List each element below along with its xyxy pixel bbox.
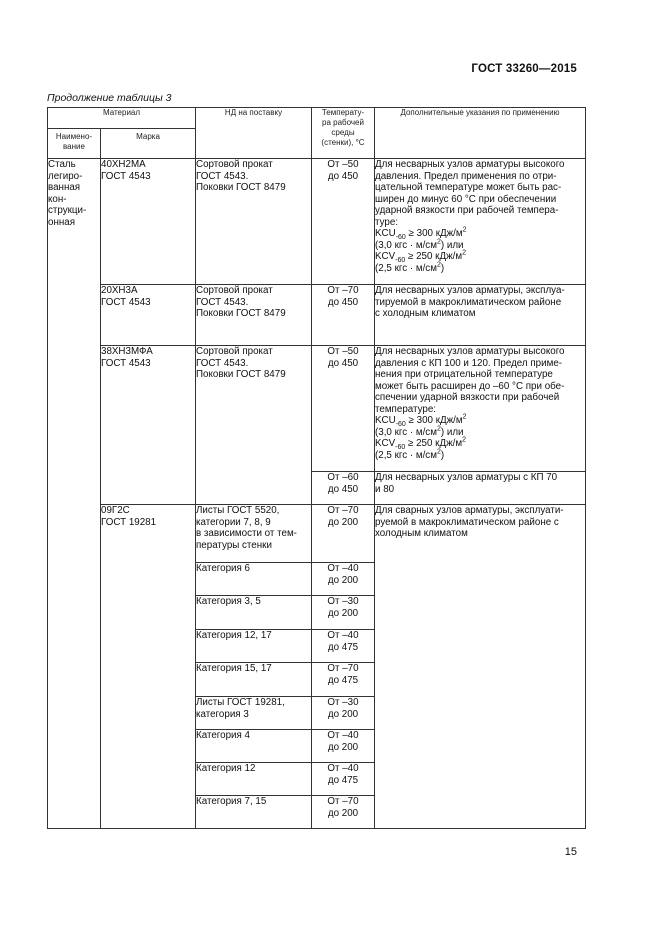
nd-cell: Категория 15, 17 <box>196 663 312 697</box>
temperature-cell: От –40 до 200 <box>312 730 375 763</box>
standard-number: ГОСТ 33260—2015 <box>471 63 577 75</box>
temperature-cell: От –70 до 200 <box>312 505 375 563</box>
header-grade: Марка <box>101 129 196 159</box>
kcv-alt-formula: (2,5 кгс · $м/см^2$) <box>375 448 445 461</box>
nd-cell: Сортовой прокат ГОСТ 4543. Поковки ГОСТ 8479 <box>196 159 312 285</box>
nd-cell: Листы ГОСТ 19281, категория 3 <box>196 697 312 730</box>
temperature-cell: От –60 до 450 <box>312 472 375 505</box>
grade-cell: 20ХН3А ГОСТ 4543 <box>101 285 196 346</box>
notes-cell: Для сварных узлов арматуры, эксплуати- руемой в макроклиматическом районе с холодным климатом <box>375 505 586 829</box>
grade-cell: 38ХН3МФА ГОСТ 4543 <box>101 346 196 505</box>
page-number: 15 <box>564 846 577 858</box>
table-caption: Продолжение таблицы 3 <box>47 92 172 104</box>
nd-cell: Сортовой прокат ГОСТ 4543. Поковки ГОСТ 8479 <box>196 346 312 505</box>
nd-cell: Категория 3, 5 <box>196 596 312 630</box>
table-row <box>48 285 586 346</box>
kcv-formula: $KCV_{-60} \ge 250$ кДж/$м^2$ <box>375 249 467 264</box>
temperature-cell: От –70 до 475 <box>312 663 375 697</box>
temperature-cell: От –70 до 200 <box>312 796 375 829</box>
header-temperature: Температу- ра рабочей среды (стенки), °C <box>312 108 375 159</box>
table-row <box>48 346 586 472</box>
nd-cell: Категория 12, 17 <box>196 630 312 663</box>
nd-cell: Категория 6 <box>196 563 312 596</box>
nd-cell: Категория 7, 15 <box>196 796 312 829</box>
kcu-alt-formula: (3,0 кгс · $м/см^2$) или <box>375 238 464 251</box>
materials-table <box>47 107 586 829</box>
kcv-formula: $KCV_{-60} \ge 250$ кДж/$м^2$ <box>375 436 467 451</box>
notes-cell: Для несварных узлов арматуры высокого давления. Предел применения по отри- цательной температуре может быть рас- ширен до минус 60 °С при обеспечении ударной вязкости при рабочей темпера- туре: $KCU_{-60} \ge 300$ кДж/$м^2$ (3,0 кгс · $м/см^2$) или $KCV_{-60} \ge 250$ кДж/$м^2$ (2,5 кгс · $м/см^2$) <box>375 159 586 285</box>
nd-cell: Категория 12 <box>196 763 312 796</box>
nd-cell: Листы ГОСТ 5520, категории 7, 8, 9 в зависимости от тем- пературы стенки <box>196 505 312 563</box>
header-material: Материал <box>48 108 196 129</box>
material-name-cell: Сталь легиро- ванная кон- струкци- онная <box>48 159 101 829</box>
notes-cell: Для несварных узлов арматуры с КП 70 и 80 <box>375 472 586 505</box>
temperature-cell: От –40 до 200 <box>312 563 375 596</box>
nd-cell: Категория 4 <box>196 730 312 763</box>
kcv-alt-formula: (2,5 кгс · $м/см^2$) <box>375 261 445 274</box>
kcu-formula: $KCU_{-60} \ge 300$ кДж/$м^2$ <box>375 226 467 241</box>
kcu-alt-formula: (3,0 кгс · $м/см^2$) или <box>375 425 464 438</box>
notes-cell: Для несварных узлов арматуры, эксплуа- тируемой в макроклиматическом районе с холодным климатом <box>375 285 586 346</box>
kcu-formula: $KCU_{-60} \ge 300$ кДж/$м^2$ <box>375 413 467 428</box>
nd-cell: Сортовой прокат ГОСТ 4543. Поковки ГОСТ 8479 <box>196 285 312 346</box>
temperature-cell: От –40 до 475 <box>312 763 375 796</box>
grade-cell: 09Г2С ГОСТ 19281 <box>101 505 196 829</box>
header-name: Наимено- вание <box>48 129 101 159</box>
table-row <box>48 505 586 563</box>
table-row <box>48 159 586 285</box>
temperature-cell: От –30 до 200 <box>312 697 375 730</box>
temperature-cell: От –70 до 450 <box>312 285 375 346</box>
temperature-cell: От –40 до 475 <box>312 630 375 663</box>
grade-cell: 40ХН2МА ГОСТ 4543 <box>101 159 196 285</box>
notes-cell: Для несварных узлов арматуры высокого давления с КП 100 и 120. Предел приме- нения при отрицательной температуре может быть расширен до –60 °С при обе- спечении ударной вязкости при рабочей температуре: $KCU_{-60} \ge 300$ кДж/$м^2$ (3,0 кгс · $м/см^2$) или $KCV_{-60} \ge 250$ кДж/$м^2$ (2,5 кгс · $м/см^2$) <box>375 346 586 472</box>
temperature-cell: От –30 до 200 <box>312 596 375 630</box>
header-notes: Дополнительные указания по применению <box>375 108 586 159</box>
temperature-cell: От –50 до 450 <box>312 159 375 285</box>
temperature-cell: От –50 до 450 <box>312 346 375 472</box>
header-nd: НД на поставку <box>196 108 312 159</box>
